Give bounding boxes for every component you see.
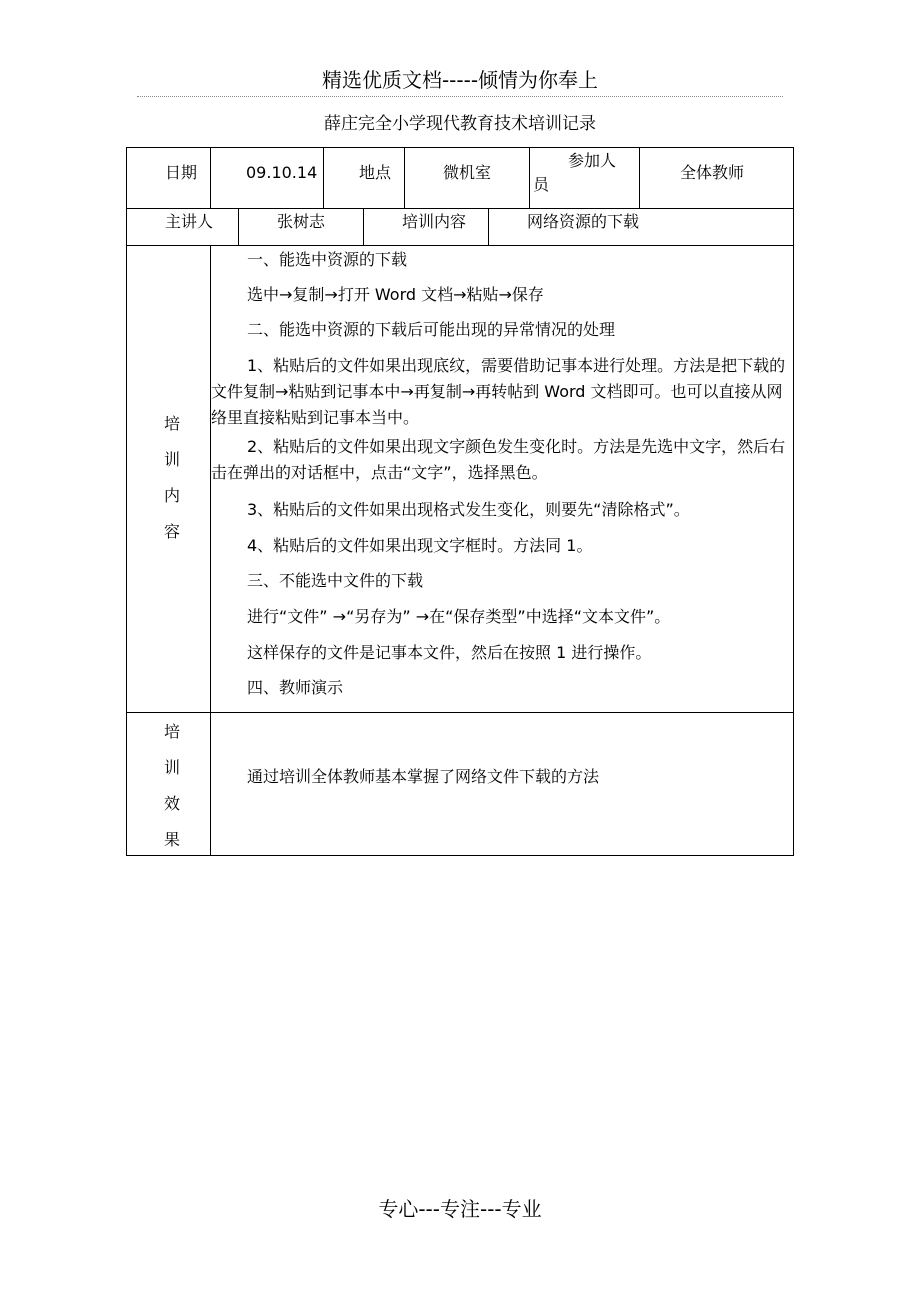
header-divider <box>137 96 783 97</box>
content-line-2: 选中→复制→打开 Word 文档→粘贴→保存 <box>247 285 544 304</box>
row2-divider-3 <box>488 208 489 245</box>
row1-divider-4 <box>529 148 530 208</box>
content-label-char: 内 <box>163 486 180 505</box>
row2-bottom-border <box>127 245 793 246</box>
content-section-label <box>152 406 192 550</box>
training-record-table <box>126 147 794 856</box>
row1-divider-1 <box>210 148 211 208</box>
location-value: 微机室 <box>443 163 492 182</box>
topic-value: 网络资源的下载 <box>527 212 640 231</box>
content-line-6: 3、粘贴后的文件如果出现格式发生变化，则要先“清除格式”。 <box>247 500 690 519</box>
content-heading-4: 四、教师演示 <box>247 678 344 697</box>
content-line-7: 4、粘贴后的文件如果出现文字框时。方法同 1。 <box>247 536 593 555</box>
effect-label-char: 训 <box>163 758 180 777</box>
effect-label-char: 效 <box>163 794 180 813</box>
location-label: 地点 <box>359 163 392 182</box>
content-bottom-border <box>127 712 793 713</box>
participants-label-line2: 员 <box>533 175 550 194</box>
speaker-label: 主讲人 <box>165 212 214 231</box>
content-heading-2: 二、能选中资源的下载后可能出现的异常情况的处理 <box>247 320 616 339</box>
row2-divider-1 <box>238 208 239 245</box>
document-title: 薛庄完全小学现代教育技术培训记录 <box>324 114 596 134</box>
page-header: 精选优质文档-----倾情为你奉上 <box>321 68 599 92</box>
content-paragraph-1: 1、粘贴后的文件如果出现底纹，需要借助记事本进行处理。方法是把下载的文件复制→粘贴到记事本中→再复制→再转帖到 Word 文档即可。也可以直接从网络里直接粘贴到记事本当中。 <box>211 356 786 427</box>
speaker-value: 张树志 <box>277 212 326 231</box>
content-paragraph-2: 2、粘贴后的文件如果出现文字颜色发生变化时。方法是先选中文字，然后右击在弹出的对话框中，点击“文字”，选择黑色。 <box>211 437 786 482</box>
page-footer: 专心---专注---专业 <box>378 1197 542 1221</box>
topic-label: 培训内容 <box>402 212 467 231</box>
row1-bottom-border <box>127 208 793 209</box>
row1-divider-3 <box>404 148 405 208</box>
content-heading-1: 一、能选中资源的下载 <box>247 250 408 269</box>
section-label-divider <box>210 245 211 855</box>
participants-value: 全体教师 <box>680 163 745 182</box>
content-label-char: 训 <box>163 450 180 469</box>
content-line-10: 这样保存的文件是记事本文件，然后在按照 1 进行操作。 <box>247 643 652 662</box>
row2-divider-2 <box>363 208 364 245</box>
effect-label-char: 果 <box>163 830 180 849</box>
row1-divider-5 <box>639 148 640 208</box>
participants-label-line1: 参加人 <box>568 151 617 170</box>
effect-label-char: 培 <box>163 722 180 741</box>
content-label-char: 容 <box>163 522 180 541</box>
content-line-9: 进行“文件” →“另存为” →在“保存类型”中选择“文本文件”。 <box>247 607 671 626</box>
date-label: 日期 <box>165 163 198 182</box>
row1-divider-2 <box>323 148 324 208</box>
effect-section-label <box>152 714 192 858</box>
effect-text: 通过培训全体教师基本掌握了网络文件下载的方法 <box>247 767 600 786</box>
date-value: 09.10.14 <box>246 163 318 182</box>
content-heading-3: 三、不能选中文件的下载 <box>247 571 424 590</box>
content-label-char: 培 <box>163 414 180 433</box>
